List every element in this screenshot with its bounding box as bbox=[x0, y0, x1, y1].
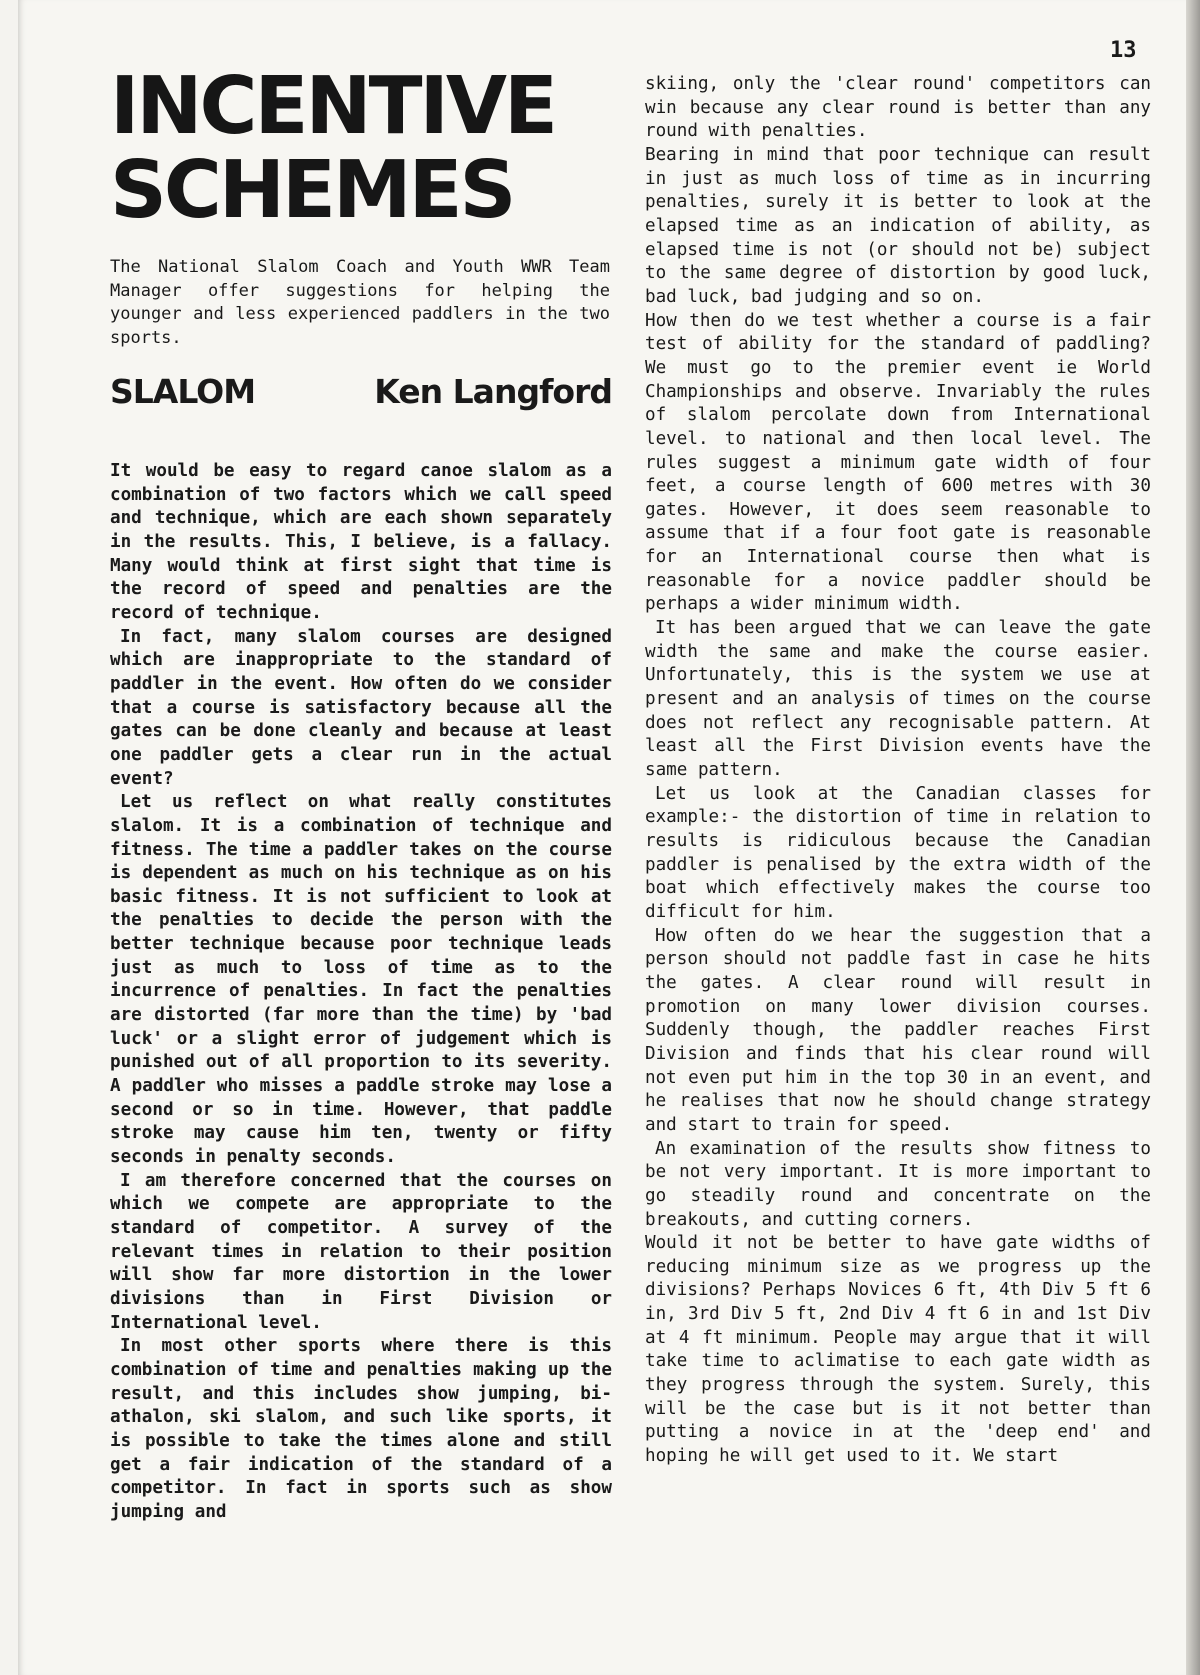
title-line: INCENTIVE bbox=[110, 60, 555, 152]
paragraph: It has been argued that we can leave the gate width the same and make the course easier. Unfortunately, this is the system we use at present and an analysis of times on the course does not reflect any recognisable pattern. At least all the First Division events have the same pattern. bbox=[645, 618, 1151, 781]
section-heading bbox=[110, 372, 612, 412]
left-column bbox=[110, 460, 612, 1525]
article-title bbox=[110, 60, 630, 236]
magazine-page bbox=[18, 0, 1188, 1675]
title-line: SCHEMES bbox=[110, 144, 514, 236]
paragraph: How then do we test whether a course is a fair test of ability for the standard of paddling? We must go to the premier event ie World Championships and observe. Invariably the rules of slalom percolate down from International level. to national and then local level. The rules suggest a minimum gate width of four feet, a course length of 600 metres with 30 gates. However, it does seem reasonable to assume that if a four foot gate is reasonable for an International course then what is reasonable for a novice paddler should be perhaps a wider minimum width. bbox=[645, 310, 1151, 615]
paragraph: Let us reflect on what really constitutes slalom. It is a combination of technique and fitness. The time a paddler takes on the course is dependent as much on his technique as on his basic fitness. It is not sufficient to look at the penalties to decide the person with the better technique because poor technique leads just as much to loss of time as to the incurrence of penalties. In fact the penalties are distorted (far more than the time) by 'bad luck' or a slight error of judgement which is punished out of all proportion to its severity. A paddler who misses a paddle stroke may lose a second or so in time. However, that paddle stroke may cause him ten, twenty or fifty seconds in penalty seconds. bbox=[110, 792, 612, 1168]
article-standfirst: The National Slalom Coach and Youth WWR Team Manager offer suggestions for helping the younger and less experienced paddlers in the two sports. bbox=[110, 257, 610, 348]
right-column bbox=[645, 73, 1151, 1469]
paragraph: In fact, many slalom courses are designed which are inappropriate to the standard of paddler in the event. How often do we consider that a course is satisfactory because all the gates can be done cleanly and because at least one paddler gets a clear run in the actual event? bbox=[110, 626, 612, 789]
page-edge bbox=[1186, 0, 1200, 1675]
paragraph: In most other sports where there is this combination of time and penalties making up the result, and this includes show jumping, bi-athalon, ski slalom, and such like sports, it is possible to take the times alone and still get a fair indication of the standard of a competitor. In fact in sports such as show jumping and bbox=[110, 1336, 612, 1522]
paragraph: An examination of the results show fitness to be not very important. It is more important to go steadily round and concentrate on the breakouts, and cutting corners. bbox=[645, 1138, 1151, 1230]
paragraph: Would it not be better to have gate widths of reducing minimum size as we progress up the divisions? Perhaps Novices 6 ft, 4th Div 5 ft 6 in, 3rd Div 5 ft, 2nd Div 4 ft 6 in and 1st Div at 4 ft minimum. People may argue that it will take time to aclimatise to each gate width as they progress through the system. Surely, this will be the case but is it not better than putting a novice in at the 'deep end' and hoping he will get used to it. We start bbox=[645, 1233, 1151, 1467]
section-author: Ken Langford bbox=[374, 372, 612, 411]
section-name: SLALOM bbox=[110, 372, 256, 411]
paragraph: Let us look at the Canadian classes for example:- the distortion of time in relation to results is ridiculous because the Canadian paddler is penalised by the extra width of the boat which effectively makes the course too difficult for him. bbox=[645, 783, 1151, 922]
paragraph: skiing, only the 'clear round' competitors can win because any clear round is better than any round with penalties. bbox=[645, 74, 1151, 142]
paragraph: Bearing in mind that poor technique can result in just as much loss of time as in incurring penalties, surely it is better to look at the elapsed time as an indication of ability, as elapsed time is not (or should not be) subject to the same degree of distortion by good luck, bad luck, bad judging and so on. bbox=[645, 144, 1151, 307]
paragraph: How often do we hear the suggestion that a person should not paddle fast in case he hits the gates. A clear round will result in promotion on many lower division courses. Suddenly though, the paddler reaches First Division and finds that his clear round will not even put him in the top 30 in an event, and he realises that now he should change strategy and start to train for speed. bbox=[645, 925, 1151, 1135]
paragraph: It would be easy to regard canoe slalom as a combination of two factors which we call speed and technique, which are each shown separately in the results. This, I believe, is a fallacy. Many would think at first sight that time is the record of speed and penalties are the record of technique. bbox=[110, 461, 612, 623]
paragraph: I am therefore concerned that the courses on which we compete are appropriate to the standard of competitor. A survey of the relevant times in relation to their position will show far more distortion in the lower divisions than in First Division or International level. bbox=[110, 1170, 612, 1333]
page-number: 13 bbox=[1110, 38, 1137, 63]
